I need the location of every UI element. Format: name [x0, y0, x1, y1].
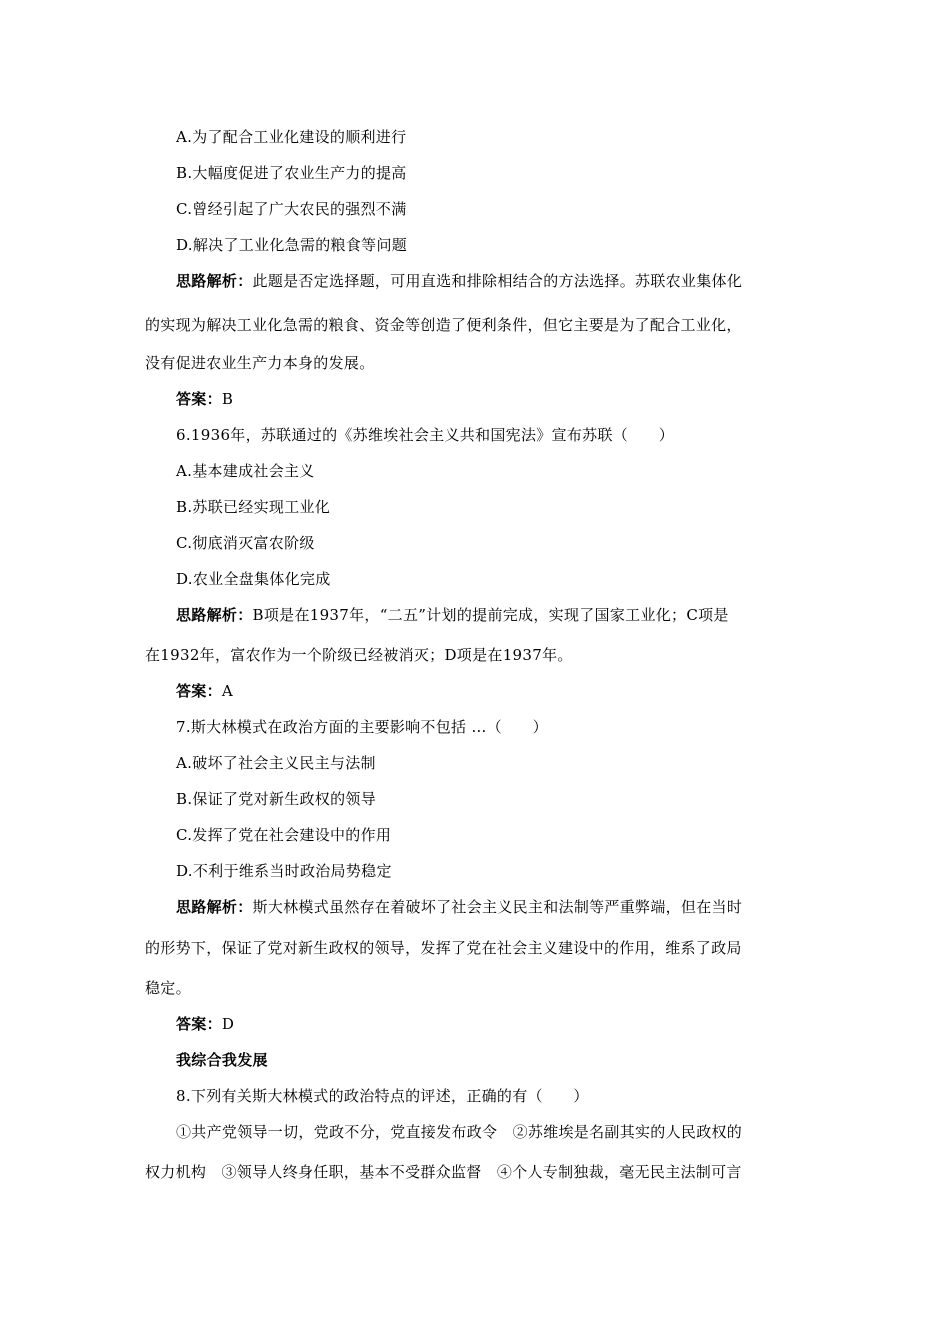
q6-question: 6.1936年，苏联通过的《苏维埃社会主义共和国宪法》宣布苏联（ ）	[176, 426, 674, 444]
q7-analysis-line-1	[176, 897, 742, 917]
q5-analysis-line-3: 没有促进农业生产力本身的发展。	[145, 354, 375, 372]
q7-option-c: C.发挥了党在社会建设中的作用	[176, 826, 392, 844]
q7-analysis-text-1: 斯大林模式虽然存在着破坏了社会主义民主和法制等严重弊端，但在当时	[252, 898, 743, 916]
q8-question: 8.下列有关斯大林模式的政治特点的评述，正确的有（ ）	[176, 1087, 589, 1105]
q5-analysis-label: 思路解析：	[176, 272, 253, 290]
q6-option-d: D.农业全盘集体化完成	[176, 570, 331, 588]
q6-analysis-line-2: 在1932年，富农作为一个阶级已经被消灭；D项是在1937年。	[145, 646, 573, 664]
q6-option-a: A.基本建成社会主义	[176, 462, 315, 480]
q5-answer	[176, 389, 233, 409]
q6-option-b: B.苏联已经实现工业化	[176, 498, 331, 516]
q5-answer-label: 答案：	[176, 390, 222, 408]
q5-analysis-text-1: 此题是否定选择题，可用直选和排除相结合的方法选择。苏联农业集体化	[252, 272, 743, 290]
q7-answer	[176, 1014, 234, 1034]
q8-items-line-1: ①共产党领导一切，党政不分，党直接发布政令 ②苏维埃是名副其实的人民政权的	[176, 1123, 743, 1141]
q7-answer-label: 答案：	[176, 1015, 222, 1033]
q5-answer-value: B	[221, 390, 234, 408]
q7-option-d: D.不利于维系当时政治局势稳定	[176, 862, 392, 880]
q6-answer-value: A	[221, 682, 234, 700]
q5-option-d: D.解决了工业化急需的粮食等问题	[176, 236, 408, 254]
q7-analysis-line-3: 稳定。	[145, 979, 191, 997]
q7-analysis-label: 思路解析：	[176, 898, 253, 916]
q7-option-b: B.保证了党对新生政权的领导	[176, 790, 376, 808]
q5-analysis-line-1	[176, 271, 742, 291]
q5-analysis-line-2: 的实现为解决工业化急需的粮食、资金等创造了便利条件，但它主要是为了配合工业化，	[145, 316, 742, 334]
q8-items-line-2: 权力机构 ③领导人终身任职，基本不受群众监督 ④个人专制独裁，毫无民主法制可言	[145, 1163, 742, 1181]
q5-option-a: A.为了配合工业化建设的顺利进行	[176, 128, 407, 146]
q5-option-b: B.大幅度促进了农业生产力的提高	[176, 164, 407, 182]
q6-analysis-label: 思路解析：	[176, 606, 253, 624]
q6-analysis-line-1	[176, 605, 729, 625]
q6-answer	[176, 681, 233, 701]
q7-answer-value: D	[221, 1015, 235, 1033]
q6-answer-label: 答案：	[176, 682, 222, 700]
q5-option-c: C.曾经引起了广大农民的强烈不满	[176, 200, 407, 218]
q7-option-a: A.破坏了社会主义民主与法制	[176, 754, 376, 772]
q7-question: 7.斯大林模式在政治方面的主要影响不包括 …（ ）	[176, 718, 548, 736]
q6-analysis-text-1: B项是在1937年，“二五”计划的提前完成，实现了国家工业化；C项是	[252, 606, 729, 624]
section-heading: 我综合我发展	[176, 1051, 268, 1069]
q6-option-c: C.彻底消灭富农阶级	[176, 534, 315, 552]
q7-analysis-line-2: 的形势下，保证了党对新生政权的领导，发挥了党在社会主义建设中的作用，维系了政局	[145, 939, 742, 957]
